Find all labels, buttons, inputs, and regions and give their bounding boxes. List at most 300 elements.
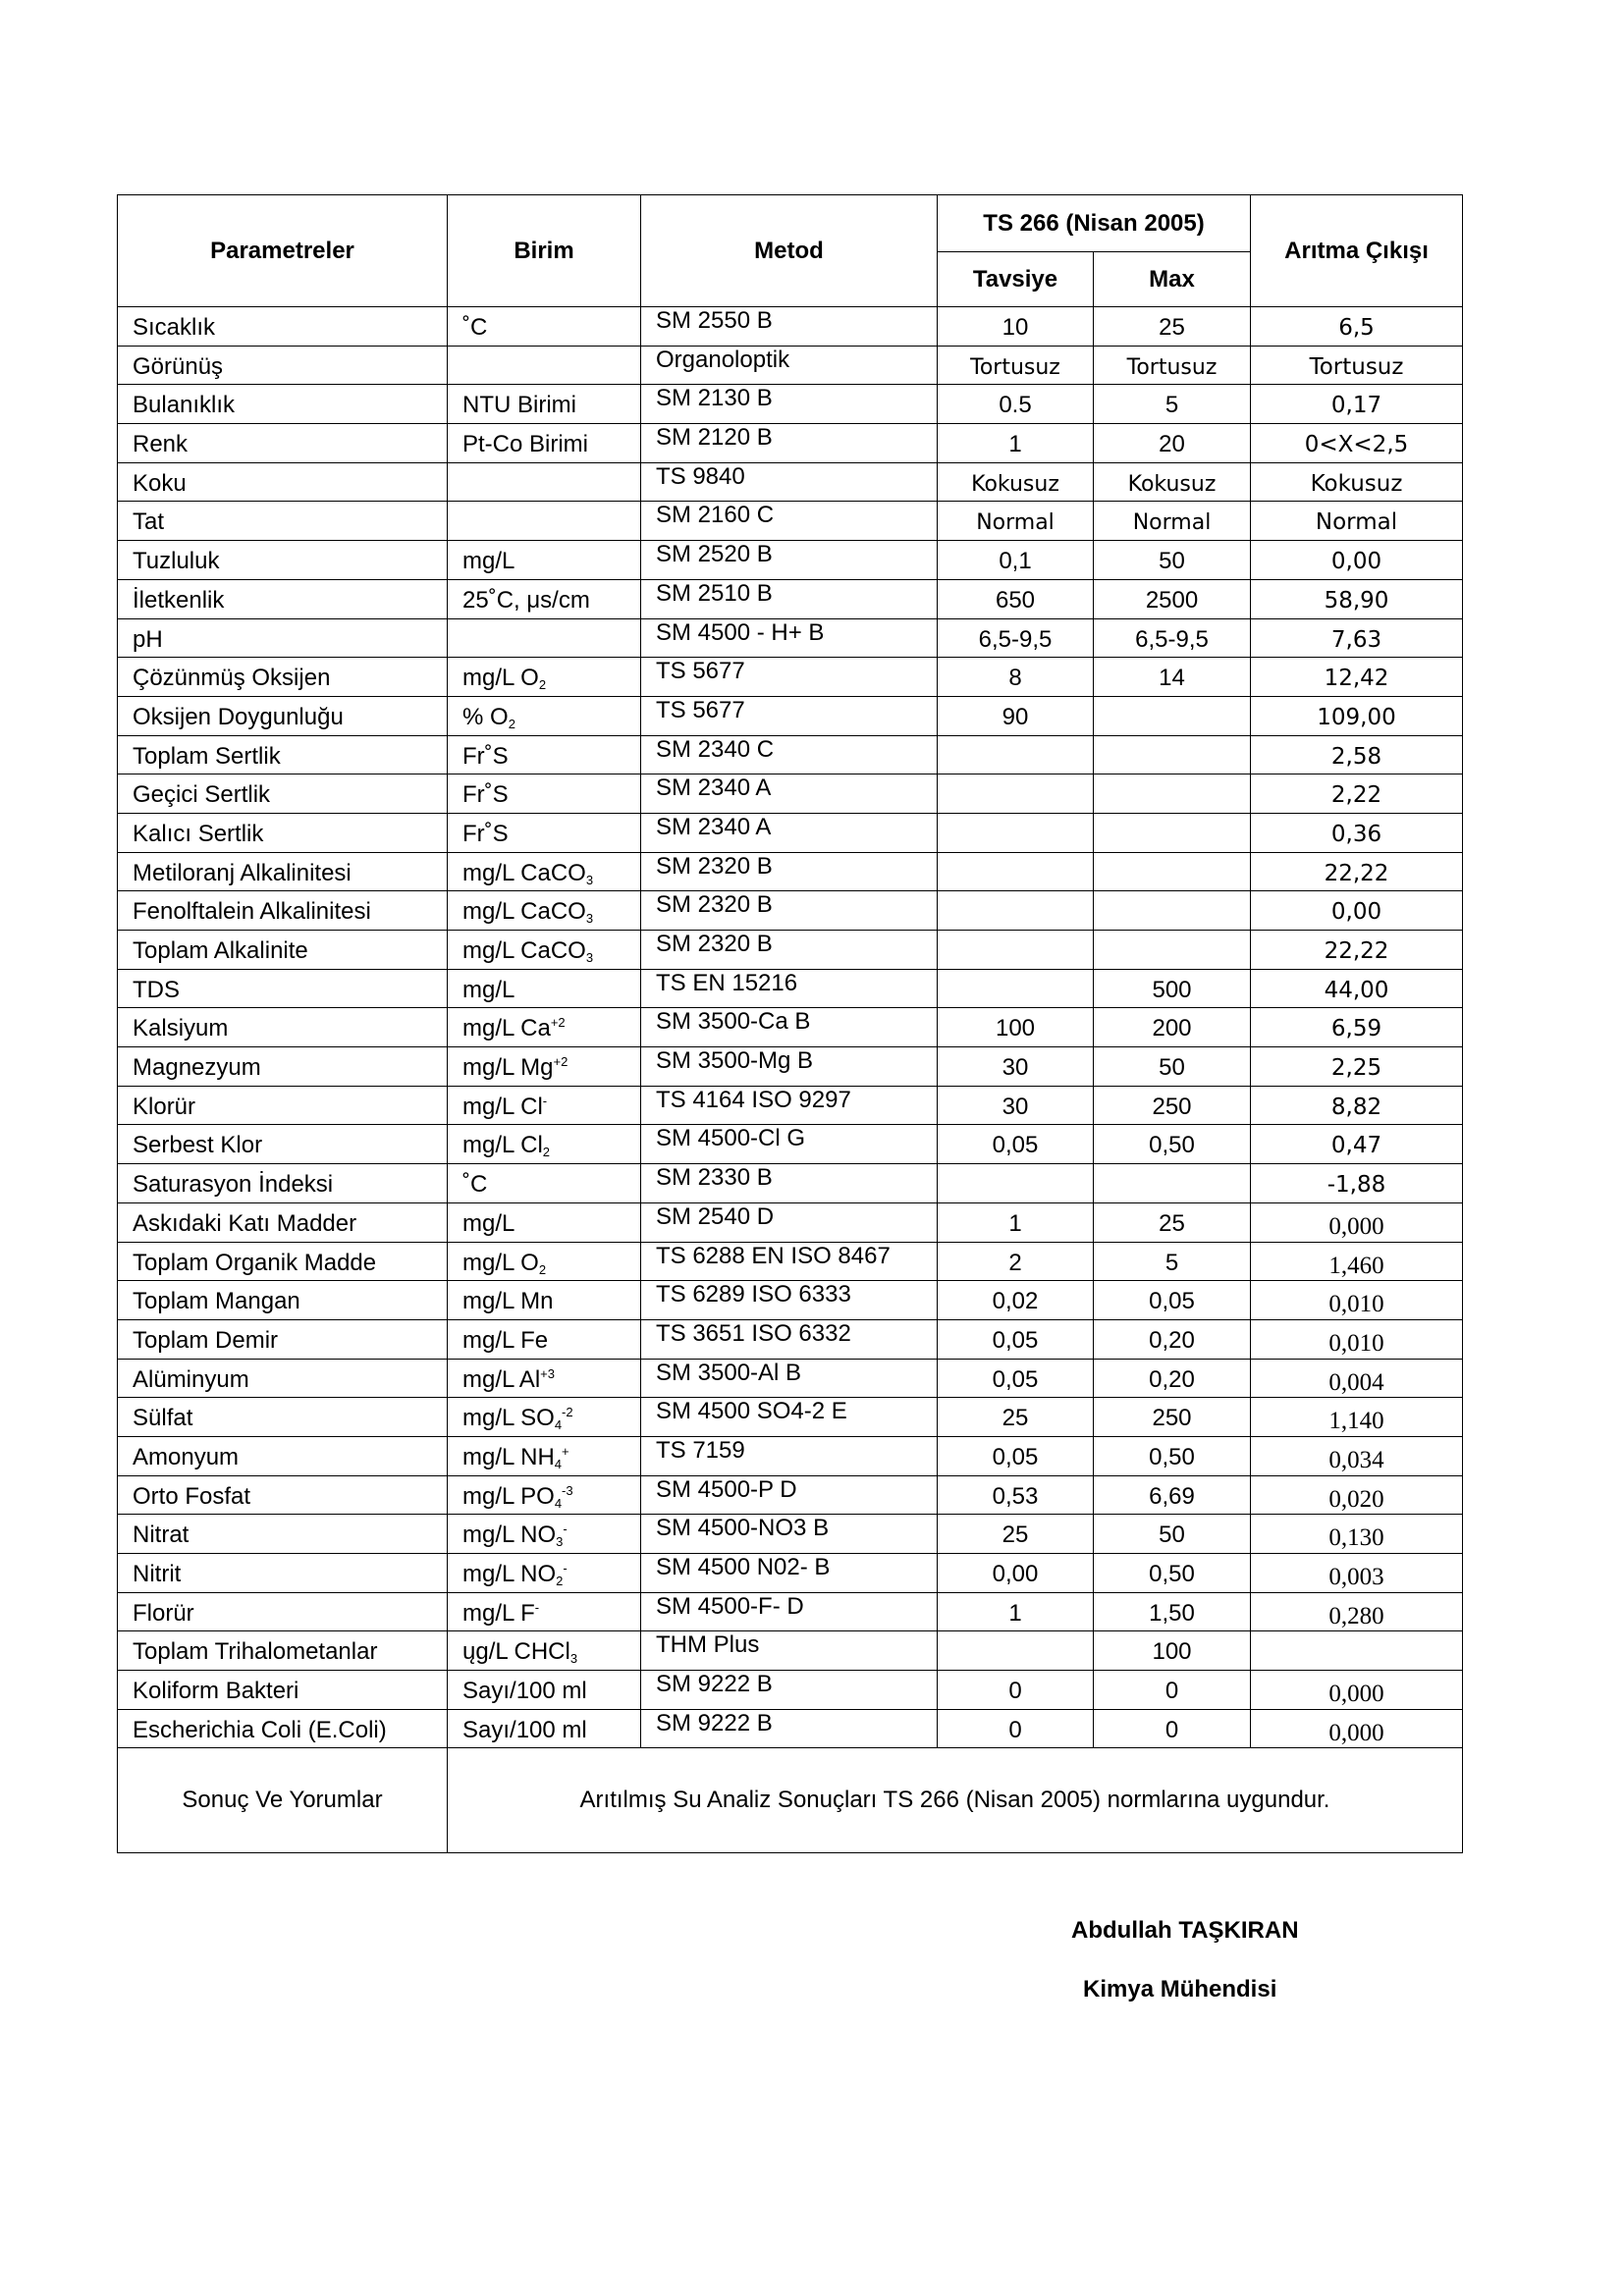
unit-subscript: 3 <box>556 1534 564 1550</box>
cell-unit <box>448 385 641 424</box>
cell-recommended-text: 0,05 <box>992 1326 1039 1354</box>
cell-max <box>1094 502 1251 541</box>
cell-parameter <box>118 1709 448 1748</box>
cell-result-text: 0,003 <box>1328 1564 1384 1590</box>
cell-unit-text: ˚C <box>462 314 488 341</box>
cell-result <box>1251 1125 1463 1164</box>
cell-recommended-text: 90 <box>1001 703 1029 730</box>
cell-result-text: 6,5 <box>1338 315 1375 341</box>
cell-unit-text: Fr˚S <box>462 742 509 770</box>
cell-parameter <box>118 696 448 735</box>
cell-method-text: TS 4164 ISO 9297 <box>656 1086 851 1113</box>
cell-recommended <box>938 1709 1094 1748</box>
conclusion-label: Sonuç Ve Yorumlar <box>118 1748 448 1853</box>
cell-parameter <box>118 424 448 463</box>
cell-recommended <box>938 424 1094 463</box>
header-unit: Birim <box>448 195 641 307</box>
cell-method <box>641 1436 938 1475</box>
cell-parameter <box>118 1242 448 1281</box>
cell-recommended-text: 1 <box>1008 1209 1022 1237</box>
cell-result <box>1251 1592 1463 1631</box>
cell-unit-text: mg/L NO <box>462 1561 557 1587</box>
cell-unit-text: Sayı/100 ml <box>462 1716 587 1743</box>
cell-method <box>641 1281 938 1320</box>
cell-unit-text: mg/L <box>462 976 515 1003</box>
cell-parameter <box>118 931 448 970</box>
cell-max <box>1094 1164 1251 1203</box>
cell-max-text: Tortusuz <box>1126 354 1218 380</box>
cell-result-text: Kokusuz <box>1310 470 1403 497</box>
table-row <box>118 1047 1463 1087</box>
cell-result-text: 0<X<2,5 <box>1304 432 1409 458</box>
cell-method <box>641 735 938 774</box>
cell-max <box>1094 1125 1251 1164</box>
table-row <box>118 618 1463 658</box>
cell-result-text: 2,58 <box>1330 743 1382 770</box>
cell-unit-text: mg/L Mg <box>462 1054 554 1082</box>
cell-method <box>641 618 938 658</box>
cell-parameter-text: TDS <box>133 976 180 1003</box>
cell-parameter-text: Askıdaki Katı Madder <box>133 1209 357 1237</box>
table-row <box>118 1515 1463 1554</box>
table-row <box>118 502 1463 541</box>
cell-recommended <box>938 1281 1094 1320</box>
cell-unit-text: mg/L <box>462 548 515 575</box>
cell-result <box>1251 462 1463 502</box>
cell-method-text: SM 2130 B <box>656 385 773 412</box>
cell-recommended <box>938 735 1094 774</box>
cell-max-text: 25 <box>1159 314 1185 341</box>
cell-parameter-text: Saturasyon İndeksi <box>133 1171 334 1199</box>
cell-unit <box>448 696 641 735</box>
cell-parameter <box>118 1592 448 1631</box>
cell-method-text: TS 5677 <box>656 658 745 685</box>
cell-max-text: 14 <box>1159 665 1185 692</box>
cell-parameter <box>118 1671 448 1710</box>
cell-method-text: SM 2540 D <box>656 1202 775 1230</box>
cell-result-text: 58,90 <box>1324 587 1389 614</box>
cell-max-text: 50 <box>1159 1054 1185 1082</box>
cell-parameter-text: Toplam Trihalometanlar <box>133 1638 378 1666</box>
cell-parameter <box>118 735 448 774</box>
cell-max-text: 250 <box>1152 1093 1192 1120</box>
cell-recommended-text: 0,53 <box>992 1482 1039 1510</box>
cell-method <box>641 969 938 1008</box>
cell-result-text: 0,020 <box>1328 1485 1384 1513</box>
cell-method-text: SM 4500 - H+ B <box>656 618 825 646</box>
cell-result <box>1251 385 1463 424</box>
unit-subscript: 4 <box>554 1495 563 1511</box>
cell-parameter <box>118 969 448 1008</box>
cell-method-text: SM 2320 B <box>656 931 773 957</box>
cell-parameter-text: Serbest Klor <box>133 1132 263 1159</box>
cell-recommended <box>938 1202 1094 1242</box>
cell-recommended-text: 100 <box>995 1015 1036 1042</box>
signature-name: Abdullah TAŞKIRAN <box>1071 1917 1299 1944</box>
cell-result <box>1251 618 1463 658</box>
cell-method <box>641 1398 938 1437</box>
cell-recommended <box>938 1398 1094 1437</box>
cell-unit-text: mg/L O <box>462 1249 539 1276</box>
table-row <box>118 1359 1463 1398</box>
cell-unit-text: mg/L CaCO <box>462 898 586 926</box>
header-standard: TS 266 (Nisan 2005) <box>938 195 1251 252</box>
cell-max <box>1094 385 1251 424</box>
cell-parameter <box>118 1554 448 1593</box>
cell-unit <box>448 1475 641 1515</box>
table-row <box>118 1086 1463 1125</box>
cell-unit-text: ųg/L CHCl <box>462 1638 570 1666</box>
conclusion-text: Arıtılmış Su Analiz Sonuçları TS 266 (Nisan 2005) normlarına uygundur. <box>448 1748 1463 1853</box>
cell-parameter <box>118 1008 448 1047</box>
cell-unit-text: % O <box>462 703 509 730</box>
cell-recommended <box>938 1008 1094 1047</box>
cell-max-text: 5 <box>1164 1249 1179 1276</box>
cell-recommended <box>938 658 1094 697</box>
cell-parameter-text: Orto Fosfat <box>133 1482 251 1510</box>
cell-max <box>1094 1202 1251 1242</box>
cell-method <box>641 1475 938 1515</box>
cell-unit <box>448 1631 641 1671</box>
cell-max-text: 0 <box>1164 1678 1179 1705</box>
unit-superscript: - <box>542 1093 548 1108</box>
cell-method <box>641 1202 938 1242</box>
unit-superscript: - <box>563 1522 568 1537</box>
table-row <box>118 1125 1463 1164</box>
cell-max <box>1094 1319 1251 1359</box>
unit-subscript: 3 <box>585 911 594 927</box>
cell-unit <box>448 1554 641 1593</box>
cell-max <box>1094 1008 1251 1047</box>
table-row <box>118 931 1463 970</box>
cell-unit <box>448 1008 641 1047</box>
cell-result-text: 0,47 <box>1330 1133 1382 1159</box>
cell-method <box>641 1515 938 1554</box>
cell-max <box>1094 346 1251 385</box>
unit-subscript: 3 <box>585 872 594 887</box>
table-row <box>118 1319 1463 1359</box>
cell-method <box>641 1125 938 1164</box>
cell-method <box>641 385 938 424</box>
cell-unit <box>448 1515 641 1554</box>
conclusion-row <box>118 1748 1463 1853</box>
cell-max-text: 6,5-9,5 <box>1135 625 1209 653</box>
cell-recommended <box>938 891 1094 931</box>
cell-result <box>1251 1554 1463 1593</box>
cell-result <box>1251 1281 1463 1320</box>
unit-subscript: 2 <box>556 1574 564 1588</box>
cell-method-text: SM 4500 SO4-2 E <box>656 1398 847 1425</box>
cell-method <box>641 1008 938 1047</box>
unit-subscript: 2 <box>538 1261 547 1277</box>
cell-max <box>1094 735 1251 774</box>
cell-unit <box>448 1281 641 1320</box>
cell-result <box>1251 774 1463 814</box>
cell-max <box>1094 462 1251 502</box>
table-row <box>118 813 1463 852</box>
cell-max <box>1094 579 1251 618</box>
cell-max-text: 6,69 <box>1149 1482 1195 1510</box>
cell-recommended-text: 6,5-9,5 <box>978 625 1053 653</box>
table-row <box>118 385 1463 424</box>
cell-method-text: TS 5677 <box>656 696 745 723</box>
cell-unit-text: ˚C <box>462 1171 488 1199</box>
cell-parameter <box>118 541 448 580</box>
cell-result-text: 0,000 <box>1328 1681 1384 1708</box>
cell-unit-text: mg/L Al <box>462 1365 541 1393</box>
cell-parameter <box>118 1398 448 1437</box>
cell-recommended <box>938 1475 1094 1515</box>
cell-parameter-text: Sıcaklık <box>133 314 216 341</box>
cell-result-text: 0,17 <box>1330 393 1382 419</box>
cell-recommended <box>938 579 1094 618</box>
cell-parameter-text: pH <box>133 625 163 653</box>
cell-max-text: Kokusuz <box>1127 471 1217 497</box>
cell-recommended-text: 0,05 <box>992 1132 1039 1159</box>
cell-result-text: 6,59 <box>1330 1016 1382 1042</box>
cell-result-text: 8,82 <box>1330 1094 1382 1120</box>
cell-method <box>641 1047 938 1087</box>
cell-result-text: 0,00 <box>1330 899 1382 926</box>
cell-unit <box>448 813 641 852</box>
cell-method-text: SM 4500-Cl G <box>656 1125 806 1152</box>
cell-unit <box>448 1164 641 1203</box>
cell-max-text: 100 <box>1152 1638 1192 1666</box>
cell-recommended <box>938 1671 1094 1710</box>
cell-parameter-text: Metiloranj Alkalinitesi <box>133 859 352 886</box>
cell-result <box>1251 813 1463 852</box>
cell-parameter-text: Kalıcı Sertlik <box>133 820 264 847</box>
cell-result-text: 0,010 <box>1328 1329 1384 1357</box>
cell-unit-text: mg/L Mn <box>462 1288 554 1315</box>
cell-max <box>1094 1631 1251 1671</box>
cell-recommended-text: 0.5 <box>999 392 1032 419</box>
table-row <box>118 735 1463 774</box>
cell-max <box>1094 813 1251 852</box>
cell-parameter-text: Magnezyum <box>133 1054 261 1082</box>
cell-parameter-text: Görünüş <box>133 352 224 380</box>
cell-result-text: 0,010 <box>1328 1291 1384 1318</box>
cell-max <box>1094 1671 1251 1710</box>
cell-result <box>1251 1047 1463 1087</box>
cell-result <box>1251 424 1463 463</box>
cell-max <box>1094 1086 1251 1125</box>
cell-unit <box>448 1047 641 1087</box>
cell-method-text: SM 2520 B <box>656 541 773 568</box>
cell-unit <box>448 735 641 774</box>
cell-parameter <box>118 1359 448 1398</box>
cell-recommended-text: 1 <box>1008 431 1022 458</box>
cell-recommended-text: 650 <box>995 586 1036 614</box>
unit-superscript: -3 <box>562 1482 573 1498</box>
cell-result-text: Normal <box>1315 509 1398 536</box>
cell-parameter <box>118 1475 448 1515</box>
cell-parameter-text: Nitrit <box>133 1561 182 1587</box>
header-max: Max <box>1094 252 1251 307</box>
cell-unit <box>448 1242 641 1281</box>
cell-unit-text: mg/L Cl <box>462 1132 543 1159</box>
cell-recommended-text: 30 <box>1001 1054 1029 1082</box>
cell-result <box>1251 1164 1463 1203</box>
cell-unit-text: mg/L PO <box>462 1482 555 1510</box>
cell-unit <box>448 462 641 502</box>
cell-method-text: SM 2330 B <box>656 1164 773 1192</box>
cell-method <box>641 424 938 463</box>
cell-result-text: 0,280 <box>1328 1602 1384 1629</box>
cell-parameter-text: Renk <box>133 431 189 458</box>
cell-method <box>641 658 938 697</box>
cell-method <box>641 696 938 735</box>
cell-method-text: TS 7159 <box>656 1436 745 1464</box>
cell-max-text: 20 <box>1159 431 1185 458</box>
cell-recommended <box>938 1359 1094 1398</box>
table-row <box>118 1709 1463 1748</box>
cell-recommended-text: Normal <box>976 510 1055 536</box>
cell-result-text: 109,00 <box>1317 704 1396 730</box>
cell-method-text: TS EN 15216 <box>656 969 798 996</box>
cell-unit-text: mg/L Fe <box>462 1326 549 1354</box>
cell-result <box>1251 1319 1463 1359</box>
table-row <box>118 462 1463 502</box>
cell-recommended-text: 0,1 <box>999 548 1032 575</box>
cell-parameter <box>118 462 448 502</box>
cell-unit <box>448 774 641 814</box>
cell-parameter <box>118 307 448 347</box>
cell-method-text: TS 6288 EN ISO 8467 <box>656 1242 891 1269</box>
cell-max-text: 250 <box>1152 1405 1192 1432</box>
cell-method <box>641 1709 938 1748</box>
cell-parameter-text: Toplam Mangan <box>133 1288 300 1315</box>
cell-method-text: TS 3651 ISO 6332 <box>656 1319 851 1347</box>
cell-max-text: 25 <box>1159 1209 1185 1237</box>
cell-method <box>641 1242 938 1281</box>
cell-unit <box>448 579 641 618</box>
cell-result <box>1251 735 1463 774</box>
cell-max <box>1094 696 1251 735</box>
cell-parameter <box>118 1281 448 1320</box>
cell-result-text: 2,22 <box>1330 782 1382 809</box>
cell-method <box>641 1359 938 1398</box>
unit-superscript: +2 <box>553 1054 568 1070</box>
cell-recommended <box>938 346 1094 385</box>
unit-subscript: 2 <box>508 716 515 731</box>
unit-subscript: 2 <box>542 1145 551 1160</box>
cell-recommended <box>938 969 1094 1008</box>
cell-recommended-text: 10 <box>1001 314 1029 341</box>
table-row <box>118 1242 1463 1281</box>
cell-parameter <box>118 1515 448 1554</box>
cell-max <box>1094 1475 1251 1515</box>
cell-unit-text: mg/L NH <box>462 1443 555 1470</box>
cell-unit <box>448 658 641 697</box>
cell-max <box>1094 1436 1251 1475</box>
cell-result-text: 0,000 <box>1328 1212 1384 1240</box>
cell-recommended <box>938 1515 1094 1554</box>
cell-parameter <box>118 1631 448 1671</box>
cell-method <box>641 852 938 891</box>
cell-recommended-text: 2 <box>1008 1249 1022 1276</box>
cell-unit <box>448 541 641 580</box>
cell-parameter <box>118 852 448 891</box>
cell-recommended <box>938 852 1094 891</box>
cell-recommended <box>938 1436 1094 1475</box>
table-row <box>118 541 1463 580</box>
cell-unit <box>448 1436 641 1475</box>
cell-result <box>1251 1008 1463 1047</box>
cell-method-text: SM 4500 N02- B <box>656 1554 831 1580</box>
cell-parameter <box>118 1125 448 1164</box>
cell-method <box>641 774 938 814</box>
cell-result-text: 0,000 <box>1328 1719 1384 1746</box>
cell-parameter <box>118 579 448 618</box>
cell-recommended <box>938 1554 1094 1593</box>
cell-recommended <box>938 502 1094 541</box>
cell-recommended-text: Kokusuz <box>971 471 1059 497</box>
cell-recommended <box>938 696 1094 735</box>
cell-parameter <box>118 1047 448 1087</box>
cell-parameter <box>118 385 448 424</box>
cell-max-text: 1,50 <box>1149 1599 1195 1627</box>
unit-subscript: 4 <box>554 1417 563 1433</box>
cell-max <box>1094 541 1251 580</box>
cell-parameter-text: Nitrat <box>133 1522 189 1549</box>
header-parameter: Parametreler <box>118 195 448 307</box>
cell-unit <box>448 1125 641 1164</box>
table-body <box>118 307 1463 1748</box>
cell-recommended-text: 8 <box>1008 665 1022 692</box>
cell-max <box>1094 618 1251 658</box>
cell-unit-text: Fr˚S <box>462 781 509 809</box>
cell-parameter-text: Tat <box>133 508 165 536</box>
cell-method <box>641 931 938 970</box>
cell-result <box>1251 1631 1463 1671</box>
cell-unit-text: mg/L CaCO <box>462 937 586 964</box>
cell-result <box>1251 852 1463 891</box>
cell-parameter-text: Klorür <box>133 1093 196 1120</box>
cell-method-text: SM 2320 B <box>656 852 773 880</box>
cell-max <box>1094 774 1251 814</box>
header-method: Metod <box>641 195 938 307</box>
table-row <box>118 1631 1463 1671</box>
cell-result <box>1251 502 1463 541</box>
cell-unit-text: mg/L CaCO <box>462 859 586 886</box>
cell-unit <box>448 502 641 541</box>
cell-unit-text: mg/L Ca <box>462 1015 551 1042</box>
table-row <box>118 969 1463 1008</box>
cell-method-text: SM 3500-Al B <box>656 1359 802 1386</box>
cell-parameter <box>118 1319 448 1359</box>
cell-parameter <box>118 813 448 852</box>
cell-result <box>1251 1671 1463 1710</box>
cell-parameter <box>118 346 448 385</box>
cell-method <box>641 579 938 618</box>
cell-parameter-text: Kalsiyum <box>133 1015 229 1042</box>
cell-unit-text: Fr˚S <box>462 820 509 847</box>
signature-title: Kimya Mühendisi <box>1083 1976 1277 2002</box>
cell-max-text: 0 <box>1164 1716 1179 1743</box>
cell-recommended-text: 0,05 <box>992 1365 1039 1393</box>
cell-result <box>1251 1086 1463 1125</box>
cell-method <box>641 1164 938 1203</box>
cell-recommended <box>938 1047 1094 1087</box>
table-row <box>118 1398 1463 1437</box>
cell-result <box>1251 891 1463 931</box>
cell-unit <box>448 852 641 891</box>
cell-recommended <box>938 618 1094 658</box>
cell-recommended <box>938 307 1094 347</box>
table-row <box>118 1554 1463 1593</box>
cell-parameter-text: Florür <box>133 1599 194 1627</box>
